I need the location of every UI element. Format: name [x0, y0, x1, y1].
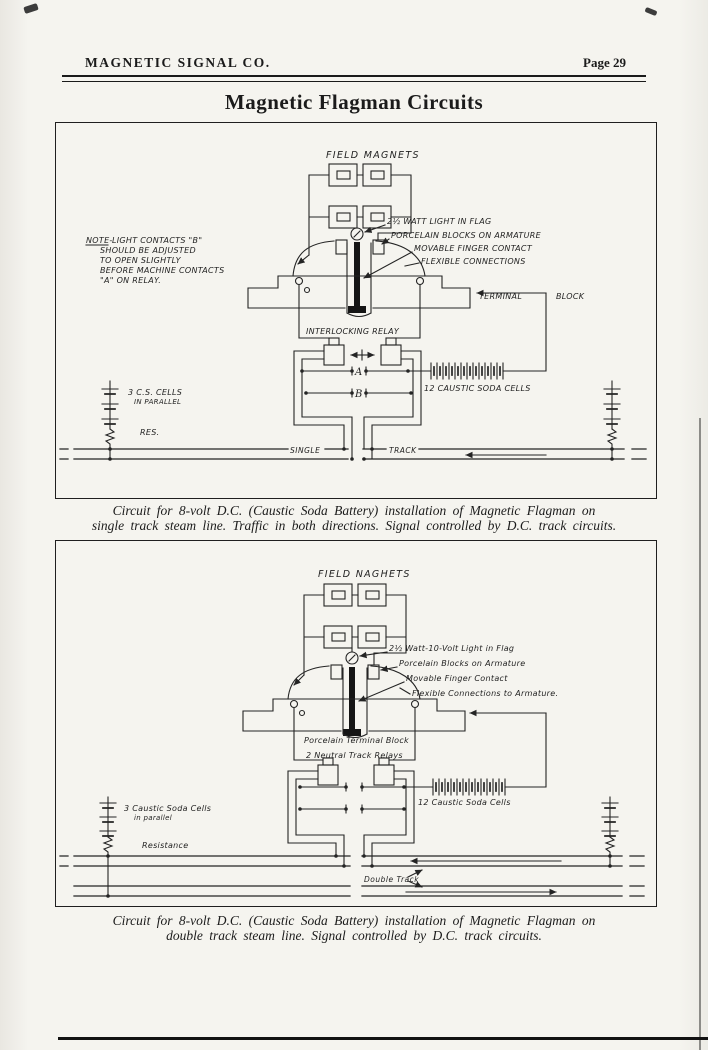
field-magnet-coils	[324, 584, 386, 648]
junction-dots	[298, 785, 406, 811]
finger-contact-label: MOVABLE FINGER CONTACT	[414, 244, 533, 253]
battery-12-cells	[433, 779, 505, 795]
adjustment-note	[86, 236, 224, 285]
company-name: MAGNETIC SIGNAL CO.	[85, 55, 271, 70]
cells-label: 3 C.S. CELLS	[128, 388, 183, 397]
header-rule	[62, 75, 646, 82]
block-label: BLOCK	[556, 292, 585, 301]
resistance-label: Resistance	[142, 841, 189, 850]
circuit-diagram-2	[56, 541, 656, 906]
svg-text:TO OPEN SLIGHTLY: TO OPEN SLIGHTLY	[100, 256, 181, 265]
light-label: 2½ Watt-10-Volt Light in Flag	[389, 644, 515, 653]
pendulum-foot	[348, 306, 366, 313]
porcelain-label: PORCELAIN BLOCKS ON ARMATURE	[391, 231, 541, 240]
relay-outer-loop	[288, 771, 414, 866]
contact-b-label: B	[355, 389, 363, 400]
terminal-label: TERMINAL	[479, 292, 523, 301]
terminal-post	[412, 701, 419, 708]
relay-coils	[318, 758, 394, 785]
rail-label-single: SINGLE	[290, 446, 321, 455]
svg-text:"A" ON RELAY.: "A" ON RELAY.	[100, 276, 162, 285]
figure2-caption: Circuit for 8-volt D.C. (Caustic Soda Battery) installation of Magnetic Flagman on double track steam line. Signal controlled by D.C. track circuits.	[112, 913, 596, 943]
terminal-block-label: Porcelain Terminal Block	[304, 736, 409, 745]
relay-contacts	[300, 787, 433, 809]
cells-label-2: in parallel	[134, 814, 172, 822]
flexible-connections-label: FLEXIBLE CONNECTIONS	[421, 257, 526, 266]
field-magnet-coils	[329, 164, 391, 228]
page-title: Magnetic Flagman Circuits	[224, 90, 484, 114]
battery-12-cells	[431, 363, 503, 379]
terminal-post	[300, 711, 305, 716]
resistor	[106, 429, 114, 459]
relay-label: INTERLOCKING RELAY	[306, 327, 400, 336]
svg-text:SHOULD BE ADJUSTED: SHOULD BE ADJUSTED	[100, 246, 196, 255]
pendulum-armature	[354, 242, 360, 308]
terminal-post	[296, 278, 303, 285]
scan-artifact	[645, 7, 658, 16]
terminal-post	[417, 278, 424, 285]
battery-riser-wire	[503, 293, 546, 371]
scan-edge-line	[699, 418, 701, 1050]
cells-label: 3 Caustic Soda Cells	[124, 804, 212, 813]
battery-riser-wire	[505, 713, 546, 787]
track-rails	[60, 856, 644, 896]
battery-label: 12 CAUSTIC SODA CELLS	[424, 384, 531, 393]
terminal-post	[305, 288, 310, 293]
bottom-rule	[58, 1037, 708, 1040]
double-track-label: Double Track	[364, 875, 420, 884]
scan-artifact	[23, 3, 38, 14]
field-magnets-label: FIELD NAGHETS	[318, 569, 411, 580]
relays-label: 2 Neutral Track Relays	[306, 751, 403, 760]
finger-contact-label: Movable Finger Contact	[406, 674, 508, 683]
figure1-caption: Circuit for 8-volt D.C. (Caustic Soda Battery) installation of Magnetic Flagman on single track steam line. Traffic in both directions. Signal controlled by D.C. track circuits.	[91, 503, 617, 533]
track-battery-left	[100, 797, 116, 896]
page-number: Page 29	[583, 55, 626, 70]
field-magnets-label: FIELD MAGNETS	[326, 150, 420, 161]
svg-text:NOTE-: NOTE-	[86, 236, 113, 245]
light-label: 2½ WATT LIGHT IN FLAG	[387, 217, 492, 226]
terminal-post	[291, 701, 298, 708]
battery-label: 12 Caustic Soda Cells	[418, 798, 511, 807]
resistance-label: RES.	[140, 428, 160, 437]
figure-double-track-circuit	[55, 540, 657, 907]
porcelain-label: Porcelain Blocks on Armature	[399, 659, 526, 668]
track-rails	[60, 449, 646, 459]
flexible-connections-label: Flexible Connections to Armature.	[412, 689, 559, 698]
porcelain-block-left	[336, 240, 347, 254]
circuit-diagram-1	[56, 123, 656, 498]
rail-label-track: TRACK	[389, 446, 417, 455]
porcelain-block-left	[331, 665, 342, 679]
relay-inner-loop	[296, 779, 406, 866]
contact-a-label: A	[355, 367, 363, 378]
svg-text:LIGHT CONTACTS "B": LIGHT CONTACTS "B"	[112, 236, 203, 245]
svg-text:BEFORE MACHINE CONTACTS: BEFORE MACHINE CONTACTS	[100, 266, 225, 275]
cells-label-2: IN PARALLEL	[134, 398, 182, 406]
figure-single-track-circuit	[55, 122, 657, 499]
